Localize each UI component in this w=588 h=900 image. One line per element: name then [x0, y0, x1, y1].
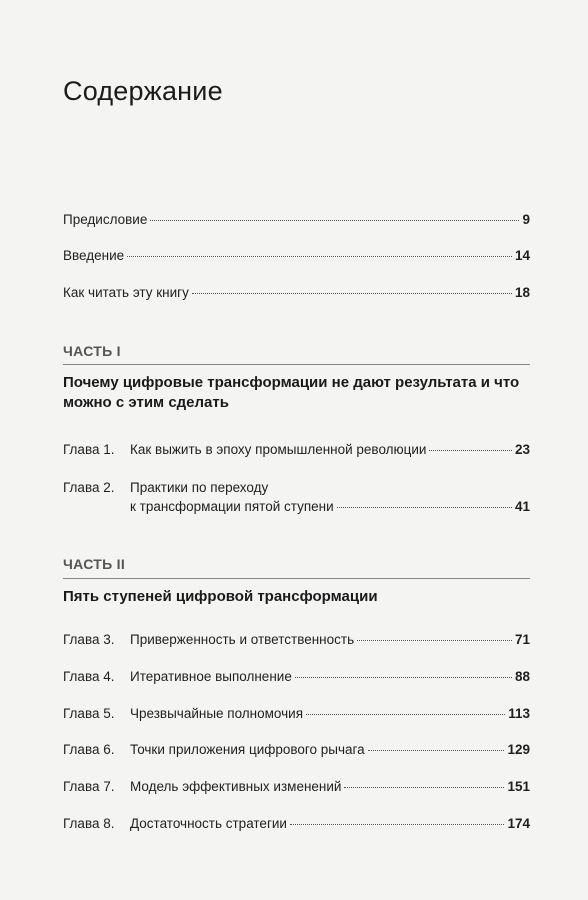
part-label: ЧАСТЬ I: [63, 343, 121, 359]
chapter-page: 151: [507, 779, 530, 794]
chapter-title: Чрезвычайные полномочия: [130, 706, 304, 721]
toc-entry-page: 18: [514, 285, 530, 300]
chapter-number: Глава 7.: [63, 779, 115, 794]
toc-entry-page: 14: [514, 248, 530, 263]
chapter-title: Модель эффективных изменений: [130, 779, 342, 794]
leader-dots: [295, 677, 512, 678]
chapter-title: Итеративное выполнение: [130, 669, 292, 684]
chapter-page: 41: [514, 499, 530, 514]
toc-chapter-5: [63, 705, 530, 722]
chapter-number: Глава 8.: [63, 816, 115, 831]
part-title: Почему цифровые трансформации не дают результата и что можно с этим сделать: [63, 374, 520, 411]
chapter-page: 174: [507, 816, 530, 831]
leader-dots: [429, 450, 511, 451]
toc-entry-page: 9: [522, 212, 530, 227]
toc-entry-label: Как читать эту книгу: [63, 285, 189, 300]
leader-dots: [357, 640, 512, 641]
leader-dots: [306, 714, 505, 715]
toc-chapter-6: [63, 741, 530, 758]
chapter-number: Глава 5.: [63, 706, 115, 721]
toc-entry-label: Введение: [63, 248, 125, 263]
chapter-title-line1: Практики по переходу: [130, 480, 269, 495]
chapter-page: 23: [514, 442, 530, 457]
chapter-number: Глава 2.: [63, 480, 115, 495]
toc-chapter-3: [63, 631, 530, 648]
chapter-page: 129: [507, 742, 530, 757]
chapter-number: Глава 6.: [63, 742, 115, 757]
chapter-page: 71: [514, 632, 530, 647]
chapter-title-line2: к трансформации пятой ступени: [130, 499, 334, 514]
toc-chapter-4: [63, 668, 530, 685]
leader-dots: [368, 750, 505, 751]
part-label: ЧАСТЬ II: [63, 556, 126, 572]
toc-chapter-7: [63, 778, 530, 795]
leader-dots: [337, 507, 512, 508]
leader-dots: [192, 293, 512, 294]
part-divider: [63, 578, 530, 579]
chapter-page: 88: [514, 669, 530, 684]
chapter-number: Глава 4.: [63, 669, 115, 684]
toc-entry-introduction: [63, 247, 530, 264]
page-title: Содержание: [63, 76, 223, 106]
chapter-number: Глава 1.: [63, 442, 115, 457]
part-divider: [63, 364, 530, 365]
chapter-page: 113: [508, 706, 530, 721]
chapter-title: Как выжить в эпоху промышленной революции: [130, 442, 427, 457]
leader-dots: [127, 256, 512, 257]
leader-dots: [150, 220, 519, 221]
chapter-title: Достаточность стратегии: [130, 816, 287, 831]
toc-entry-preface: [63, 211, 530, 228]
part-title: Пять ступеней цифровой трансформации: [63, 588, 378, 605]
toc-entry-label: Предисловие: [63, 212, 148, 227]
leader-dots: [344, 787, 504, 788]
toc-chapter-2: [63, 478, 530, 516]
toc-chapter-8: [63, 815, 530, 832]
toc-chapter-1: [63, 441, 530, 458]
leader-dots: [290, 824, 505, 825]
chapter-number: Глава 3.: [63, 632, 115, 647]
chapter-title: Приверженность и ответственность: [130, 632, 355, 647]
toc-entry-how-to-read: [63, 284, 530, 301]
chapter-title: Точки приложения цифрового рычага: [130, 742, 365, 757]
